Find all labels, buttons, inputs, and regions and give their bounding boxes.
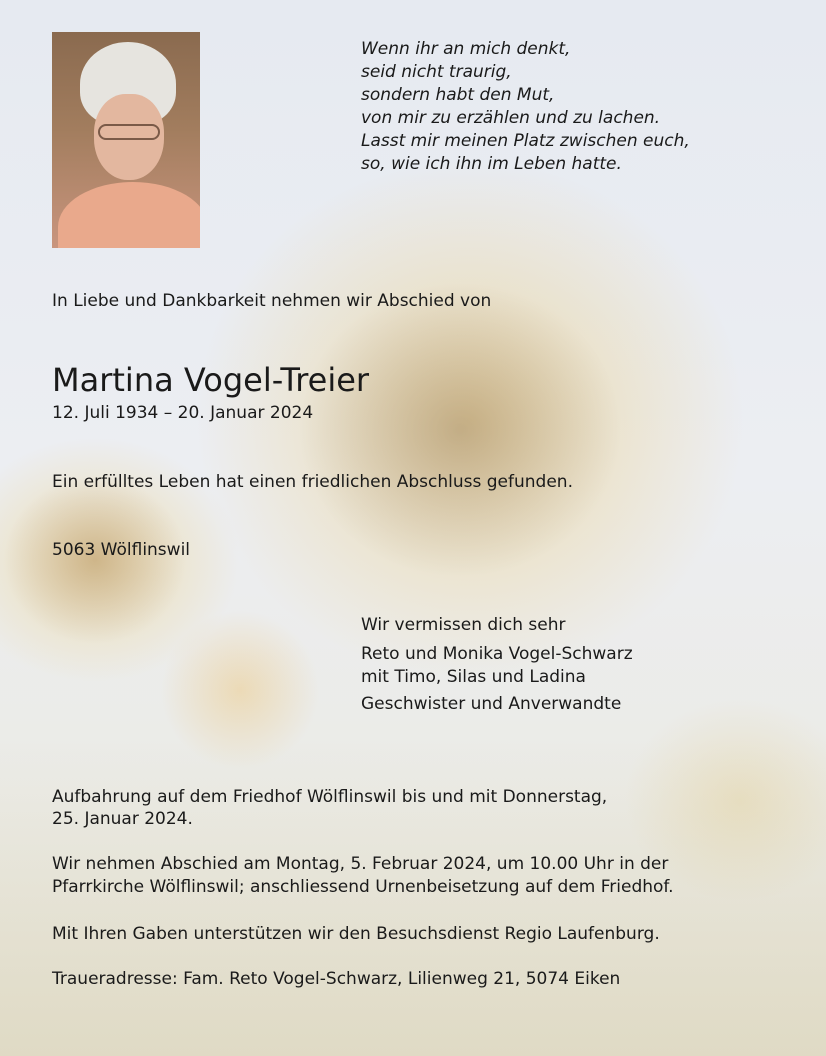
donation-notice: Mit Ihren Gaben unterstützen wir den Besuchsdienst Regio Laufenburg. (52, 924, 660, 944)
intro-text: In Liebe und Dankbarkeit nehmen wir Abschied von (52, 291, 492, 311)
mourners-line: Reto und Monika Vogel-Schwarz (361, 644, 633, 664)
poem-line: sondern habt den Mut, (361, 85, 555, 105)
poem-line: von mir zu erzählen und zu lachen. (361, 108, 661, 128)
poem-line: so, wie ich ihn im Leben hatte. (361, 154, 622, 174)
portrait-photo (52, 32, 200, 248)
viewing-notice: 25. Januar 2024. (52, 809, 193, 829)
life-dates: 12. Juli 1934 – 20. Januar 2024 (52, 403, 314, 423)
location: 5063 Wölflinswil (52, 540, 191, 560)
portrait-clothing (58, 182, 200, 248)
portrait-glasses (98, 124, 160, 140)
service-notice: Wir nehmen Abschied am Montag, 5. Februar 2024, um 10.00 Uhr in der (52, 854, 669, 874)
poem-line: seid nicht traurig, (361, 62, 512, 82)
mourning-address: Traueradresse: Fam. Reto Vogel-Schwarz, Lilienweg 21, 5074 Eiken (52, 969, 621, 989)
service-notice: Pfarrkirche Wölflinswil; anschliessend Urnenbeisetzung auf dem Friedhof. (52, 877, 674, 897)
life-statement: Ein erfülltes Leben hat einen friedlichen Abschluss gefunden. (52, 472, 573, 492)
deceased-name: Martina Vogel-Treier (52, 361, 370, 399)
poem (361, 38, 781, 176)
poem-line: Wenn ihr an mich denkt, (361, 39, 571, 59)
mourners-heading: Wir vermissen dich sehr (361, 615, 566, 635)
mourners-line: Geschwister und Anverwandte (361, 694, 622, 714)
poem-line: Lasst mir meinen Platz zwischen euch, (361, 131, 690, 151)
viewing-notice: Aufbahrung auf dem Friedhof Wölflinswil bis und mit Donnerstag, (52, 787, 608, 807)
mourners-line: mit Timo, Silas und Ladina (361, 667, 586, 687)
